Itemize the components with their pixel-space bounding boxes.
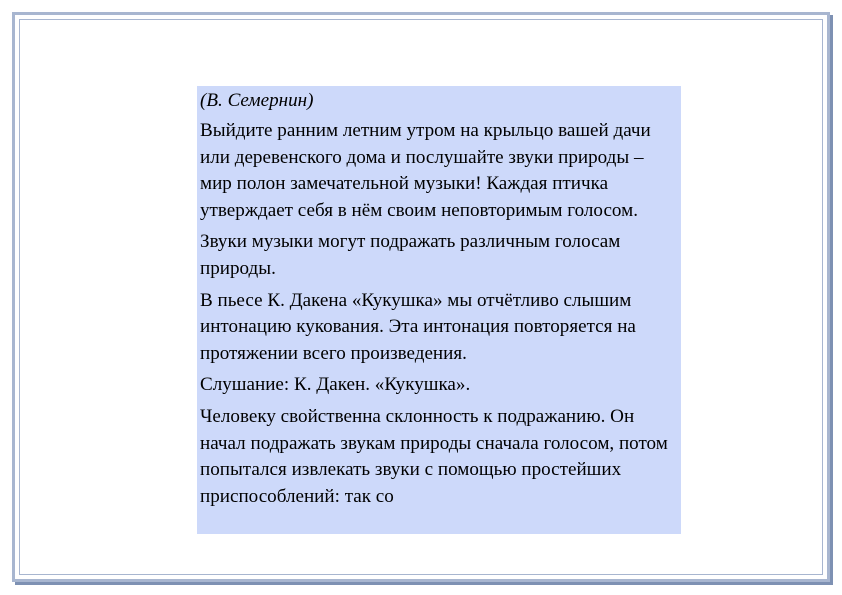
paragraph-1: Выйдите ранним летним утром на крыльцо вашей дачи или деревенского дома и послушайте звуки природы – мир полон замечательной музыки! Каждая птичка утверждает себя в нём своим неповторимым голосом. (200, 120, 651, 221)
author-line: (В. Семернин) (200, 90, 314, 111)
paragraph-2: Звуки музыки могут подражать различным голосам природы. (200, 231, 621, 279)
paragraph-5: Человеку свойственна склонность к подражанию. Он начал подражать звукам природы сначала голосом, потом попытался извлекать звуки с помощью простейших приспособлений: так со (200, 405, 668, 507)
text-box (197, 86, 681, 534)
paragraph-3: В пьесе К. Дакена «Кукушка» мы отчётливо слышим интонацию кукования. Эта интонация повторяется на протяжении всего произведения. (200, 289, 636, 364)
paragraph-4: Слушание: К. Дакен. «Кукушка». (200, 374, 471, 396)
